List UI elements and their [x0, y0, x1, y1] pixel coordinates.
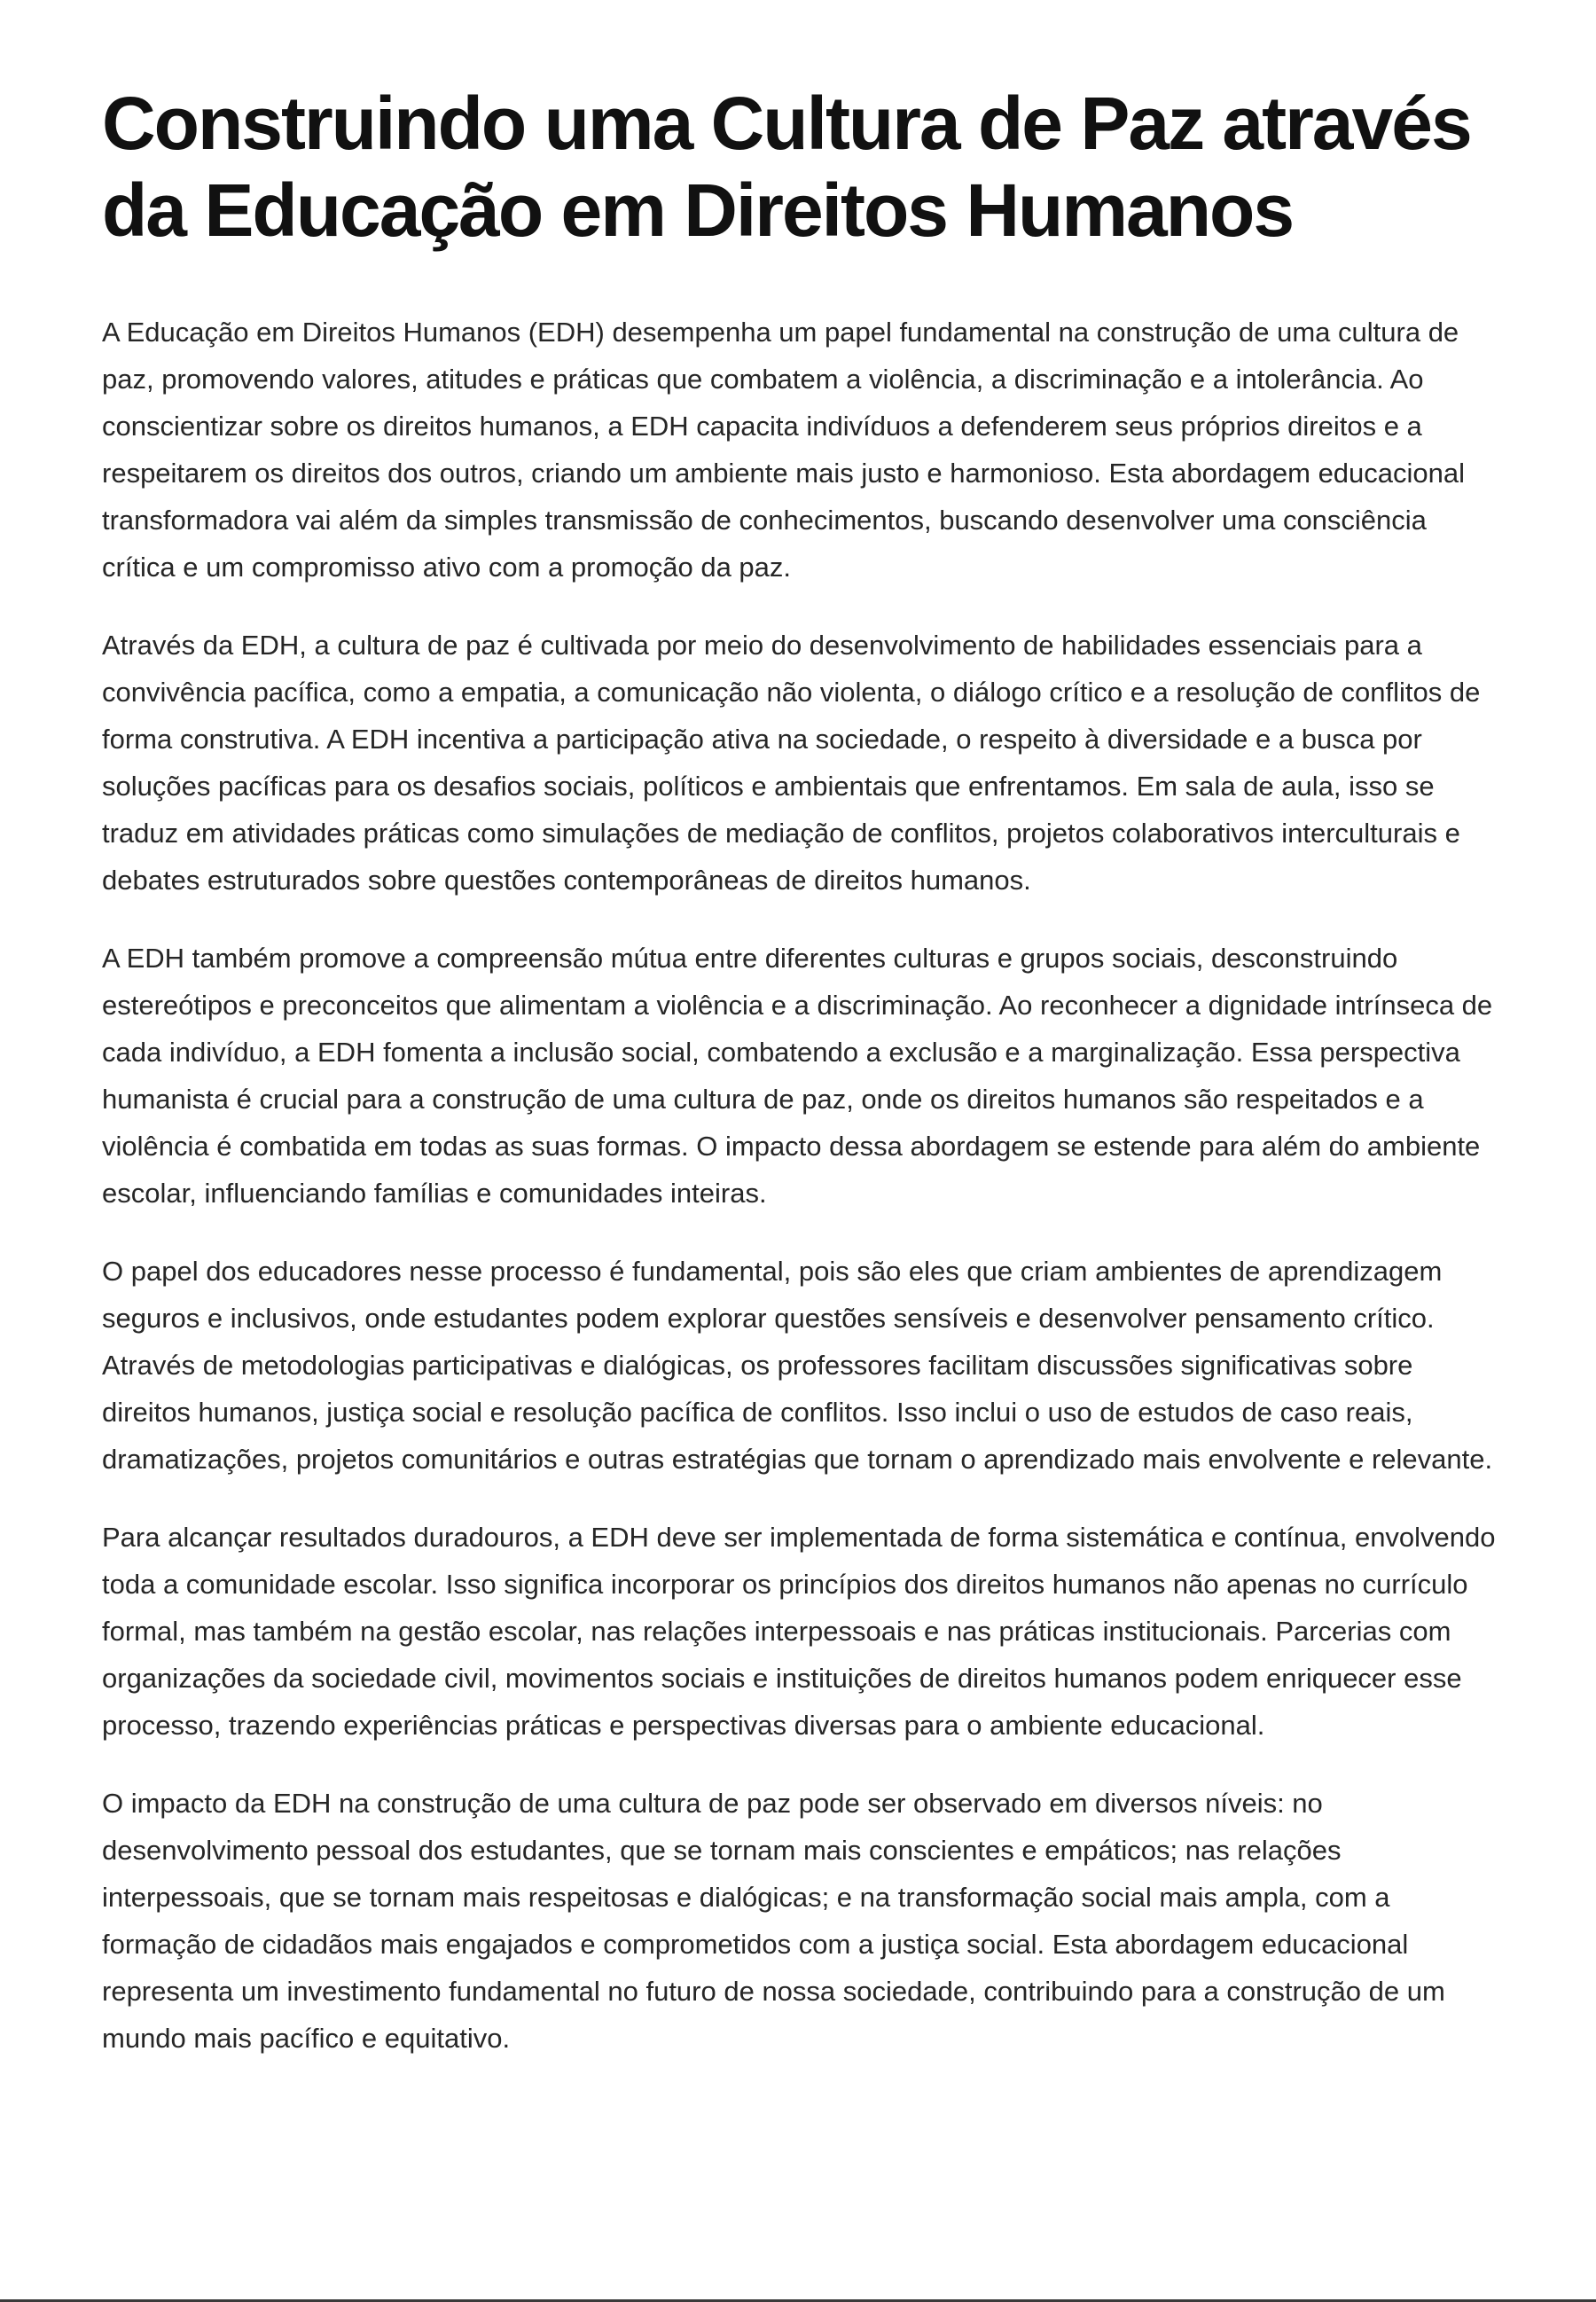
page-title: Construindo uma Cultura de Paz através da Educação em Direitos Humanos — [102, 82, 1471, 252]
article — [102, 80, 1498, 2093]
paragraph-3: A EDH também promove a compreensão mútua entre diferentes culturas e grupos sociais, desconstruindo estereótipos e preconceitos que alimentam a violência e a discriminação. Ao reconhecer a dignidade intrínseca de cada indivíduo, a EDH fomenta a inclusão social, combatendo a exclusão e a marginalização. Essa perspectiva humanista é crucial para a construção de uma cultura de paz, onde os direitos humanos são respeitados e a violência é combatida em todas as suas formas. O impacto dessa abordagem se estende para além do ambiente escolar, influenciando famílias e comunidades inteiras. — [102, 943, 1493, 1209]
paragraph-5: Para alcançar resultados duradouros, a EDH deve ser implementada de forma sistemática e contínua, envolvendo toda a comunidade escolar. Isso significa incorporar os princípios dos direitos humanos não apenas no currículo formal, mas também na gestão escolar, nas relações interpessoais e nas práticas institucionais. Parcerias com organizações da sociedade civil, movimentos sociais e instituições de direitos humanos podem enriquecer esse processo, trazendo experiências práticas e perspectivas diversas para o ambiente educacional. — [102, 1522, 1496, 1741]
paragraph-2: Através da EDH, a cultura de paz é cultivada por meio do desenvolvimento de habilidades essenciais para a convivência pacífica, como a empatia, a comunicação não violenta, o diálogo crítico e a resolução de conflitos de forma construtiva. A EDH incentiva a participação ativa na sociedade, o respeito à diversidade e a busca por soluções pacíficas para os desafios sociais, políticos e ambientais que enfrentamos. Em sala de aula, isso se traduz em atividades práticas como simulações de mediação de conflitos, projetos colaborativos interculturais e debates estruturados sobre questões contemporâneas de direitos humanos. — [102, 630, 1481, 896]
paragraph-6: O impacto da EDH na construção de uma cultura de paz pode ser observado em diversos níveis: no desenvolvimento pessoal dos estudantes, que se tornam mais conscientes e empáticos; nas relações interpessoais, que se tornam mais respeitosas e dialógicas; e na transformação social mais ampla, com a formação de cidadãos mais engajados e comprometidos com a justiça social. Esta abordagem educacional representa um investimento fundamental no futuro de nossa sociedade, contribuindo para a construção de um mundo mais pacífico e equitativo. — [102, 1788, 1445, 2054]
paragraph-1: A Educação em Direitos Humanos (EDH) desempenha um papel fundamental na construção de uma cultura de paz, promovendo valores, atitudes e práticas que combatem a violência, a discriminação e a intolerância. Ao conscientizar sobre os direitos humanos, a EDH capacita indivíduos a defenderem seus próprios direitos e a respeitarem os direitos dos outros, criando um ambiente mais justo e harmonioso. Esta abordagem educacional transformadora vai além da simples transmissão de conhecimentos, buscando desenvolver uma consciência crítica e um compromisso ativo com a promoção da paz. — [102, 317, 1466, 583]
paragraph-4: O papel dos educadores nesse processo é fundamental, pois são eles que criam ambientes de aprendizagem seguros e inclusivos, onde estudantes podem explorar questões sensíveis e desenvolver pensamento crítico. Através de metodologias participativas e dialógicas, os professores facilitam discussões significativas sobre direitos humanos, justiça social e resolução pacífica de conflitos. Isso inclui o uso de estudos de caso reais, dramatizações, projetos comunitários e outras estratégias que tornam o aprendizado mais envolvente e relevante. — [102, 1256, 1493, 1475]
